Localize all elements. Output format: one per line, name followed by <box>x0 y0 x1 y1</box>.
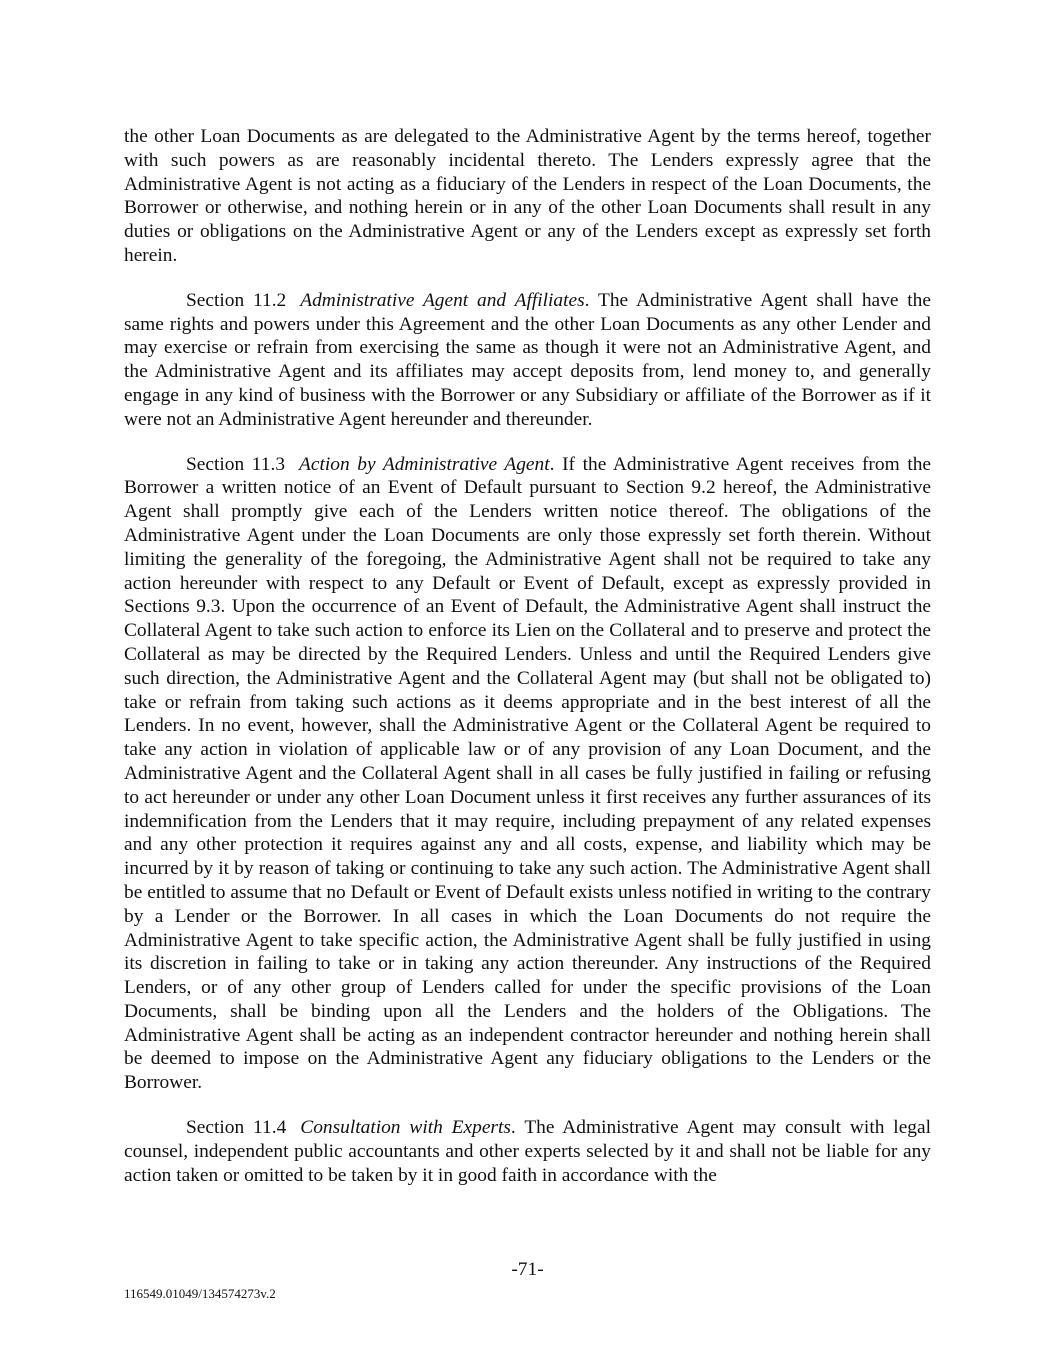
page-number: -71- <box>511 1259 544 1280</box>
section-number: Section 11.3 <box>186 453 286 475</box>
section-number: Section 11.2 <box>186 289 287 311</box>
section-number: Section 11.4 <box>186 1117 287 1139</box>
section-text: . The Administrative Agent may consult with legal counsel, independent public accountants and other experts selected by it and shall not be liable for any action taken or omitted to be taken by it in good faith in accordance with the <box>124 1117 931 1186</box>
section-11-3-paragraph <box>124 453 931 1096</box>
section-11-2-paragraph <box>124 289 931 432</box>
section-text: . The Administrative Agent shall have the same rights and powers under this Agreement and the other Loan Documents as any other Lender and may exercise or refrain from exercising the same as though it were not an Administrative Agent, and the Administrative Agent and its affiliates may accept deposits from, lend money to, and generally engage in any kind of business with the Borrower or any Subsidiary or affiliate of the Borrower as if it were not an Administrative Agent hereunder and thereunder. <box>124 289 931 430</box>
section-title: Administrative Agent and Affiliates <box>300 289 585 311</box>
paragraph-continued: the other Loan Documents as are delegated to the Administrative Agent by the terms hereof, together with such powers as are reasonably incidental thereto. The Lenders expressly agree that the Administrative Agent is not acting as a fiduciary of the Lenders in respect of the Loan Documents, the Borrower or otherwise, and nothing herein or in any of the other Loan Documents shall result in any duties or obligations on the Administrative Agent or any of the Lenders except as expressly set forth herein. <box>124 126 931 266</box>
section-text: . If the Administrative Agent receives from the Borrower a written notice of an Event of Default pursuant to Section 9.2 hereof, the Administrative Agent shall promptly give each of the Lenders written notice thereof. The obligations of the Administrative Agent under the Loan Documents are only those expressly set forth therein. Without limiting the generality of the foregoing, the Administrative Agent shall not be required to take any action hereunder with respect to any Default or Event of Default, except as expressly provided in Sections 9.3. Upon the occurrence of an Event of Default, the Administrative Agent shall instruct the Collateral Agent to take such action to enforce its Lien on the Collateral and to preserve and protect the Collateral as may be directed by the Required Lenders. Unless and until the Required Lenders give such direction, the Administrative Agent and the Collateral Agent may (but shall not be obligated to) take or refrain from taking such actions as it deems appropriate and in the best interest of all the Lenders. In no event, however, shall the Administrative Agent or the Collateral Agent be required to take any action in violation of applicable law or of any provision of any Loan Document, and the Administrative Agent and the Collateral Agent shall in all cases be fully justified in failing or refusing to act hereunder or under any other Loan Document unless it first receives any further assurances of its indemnification from the Lenders that it may require, including prepayment of any related expenses and any other protection it requires against any and all costs, expense, and liability which may be incurred by it by reason of taking or continuing to take any such action. The Administrative Agent shall be entitled to assume that no Default or Event of Default exists unless notified in writing to the contrary by a Lender or the Borrower. In all cases in which the Loan Documents do not require the Administrative Agent to take specific action, the Administrative Agent shall be fully justified in using its discretion in failing to take or in taking any action thereunder. Any instructions of the Required Lenders, or of any other group of Lenders called for under the specific provisions of the Loan Documents, shall be binding upon all the Lenders and the holders of the Obligations. The Administrative Agent shall be acting as an independent contractor hereunder and nothing herein shall be deemed to impose on the Administrative Agent any fiduciary obligations to the Lenders or the Borrower. <box>124 453 932 1094</box>
section-11-4-paragraph <box>124 1116 931 1187</box>
document-body <box>124 125 931 1208</box>
section-title: Action by Administrative Agent <box>299 453 550 475</box>
document-id: 116549.01049/134574273v.2 <box>124 1286 276 1301</box>
section-title: Consultation with Experts <box>300 1117 511 1139</box>
